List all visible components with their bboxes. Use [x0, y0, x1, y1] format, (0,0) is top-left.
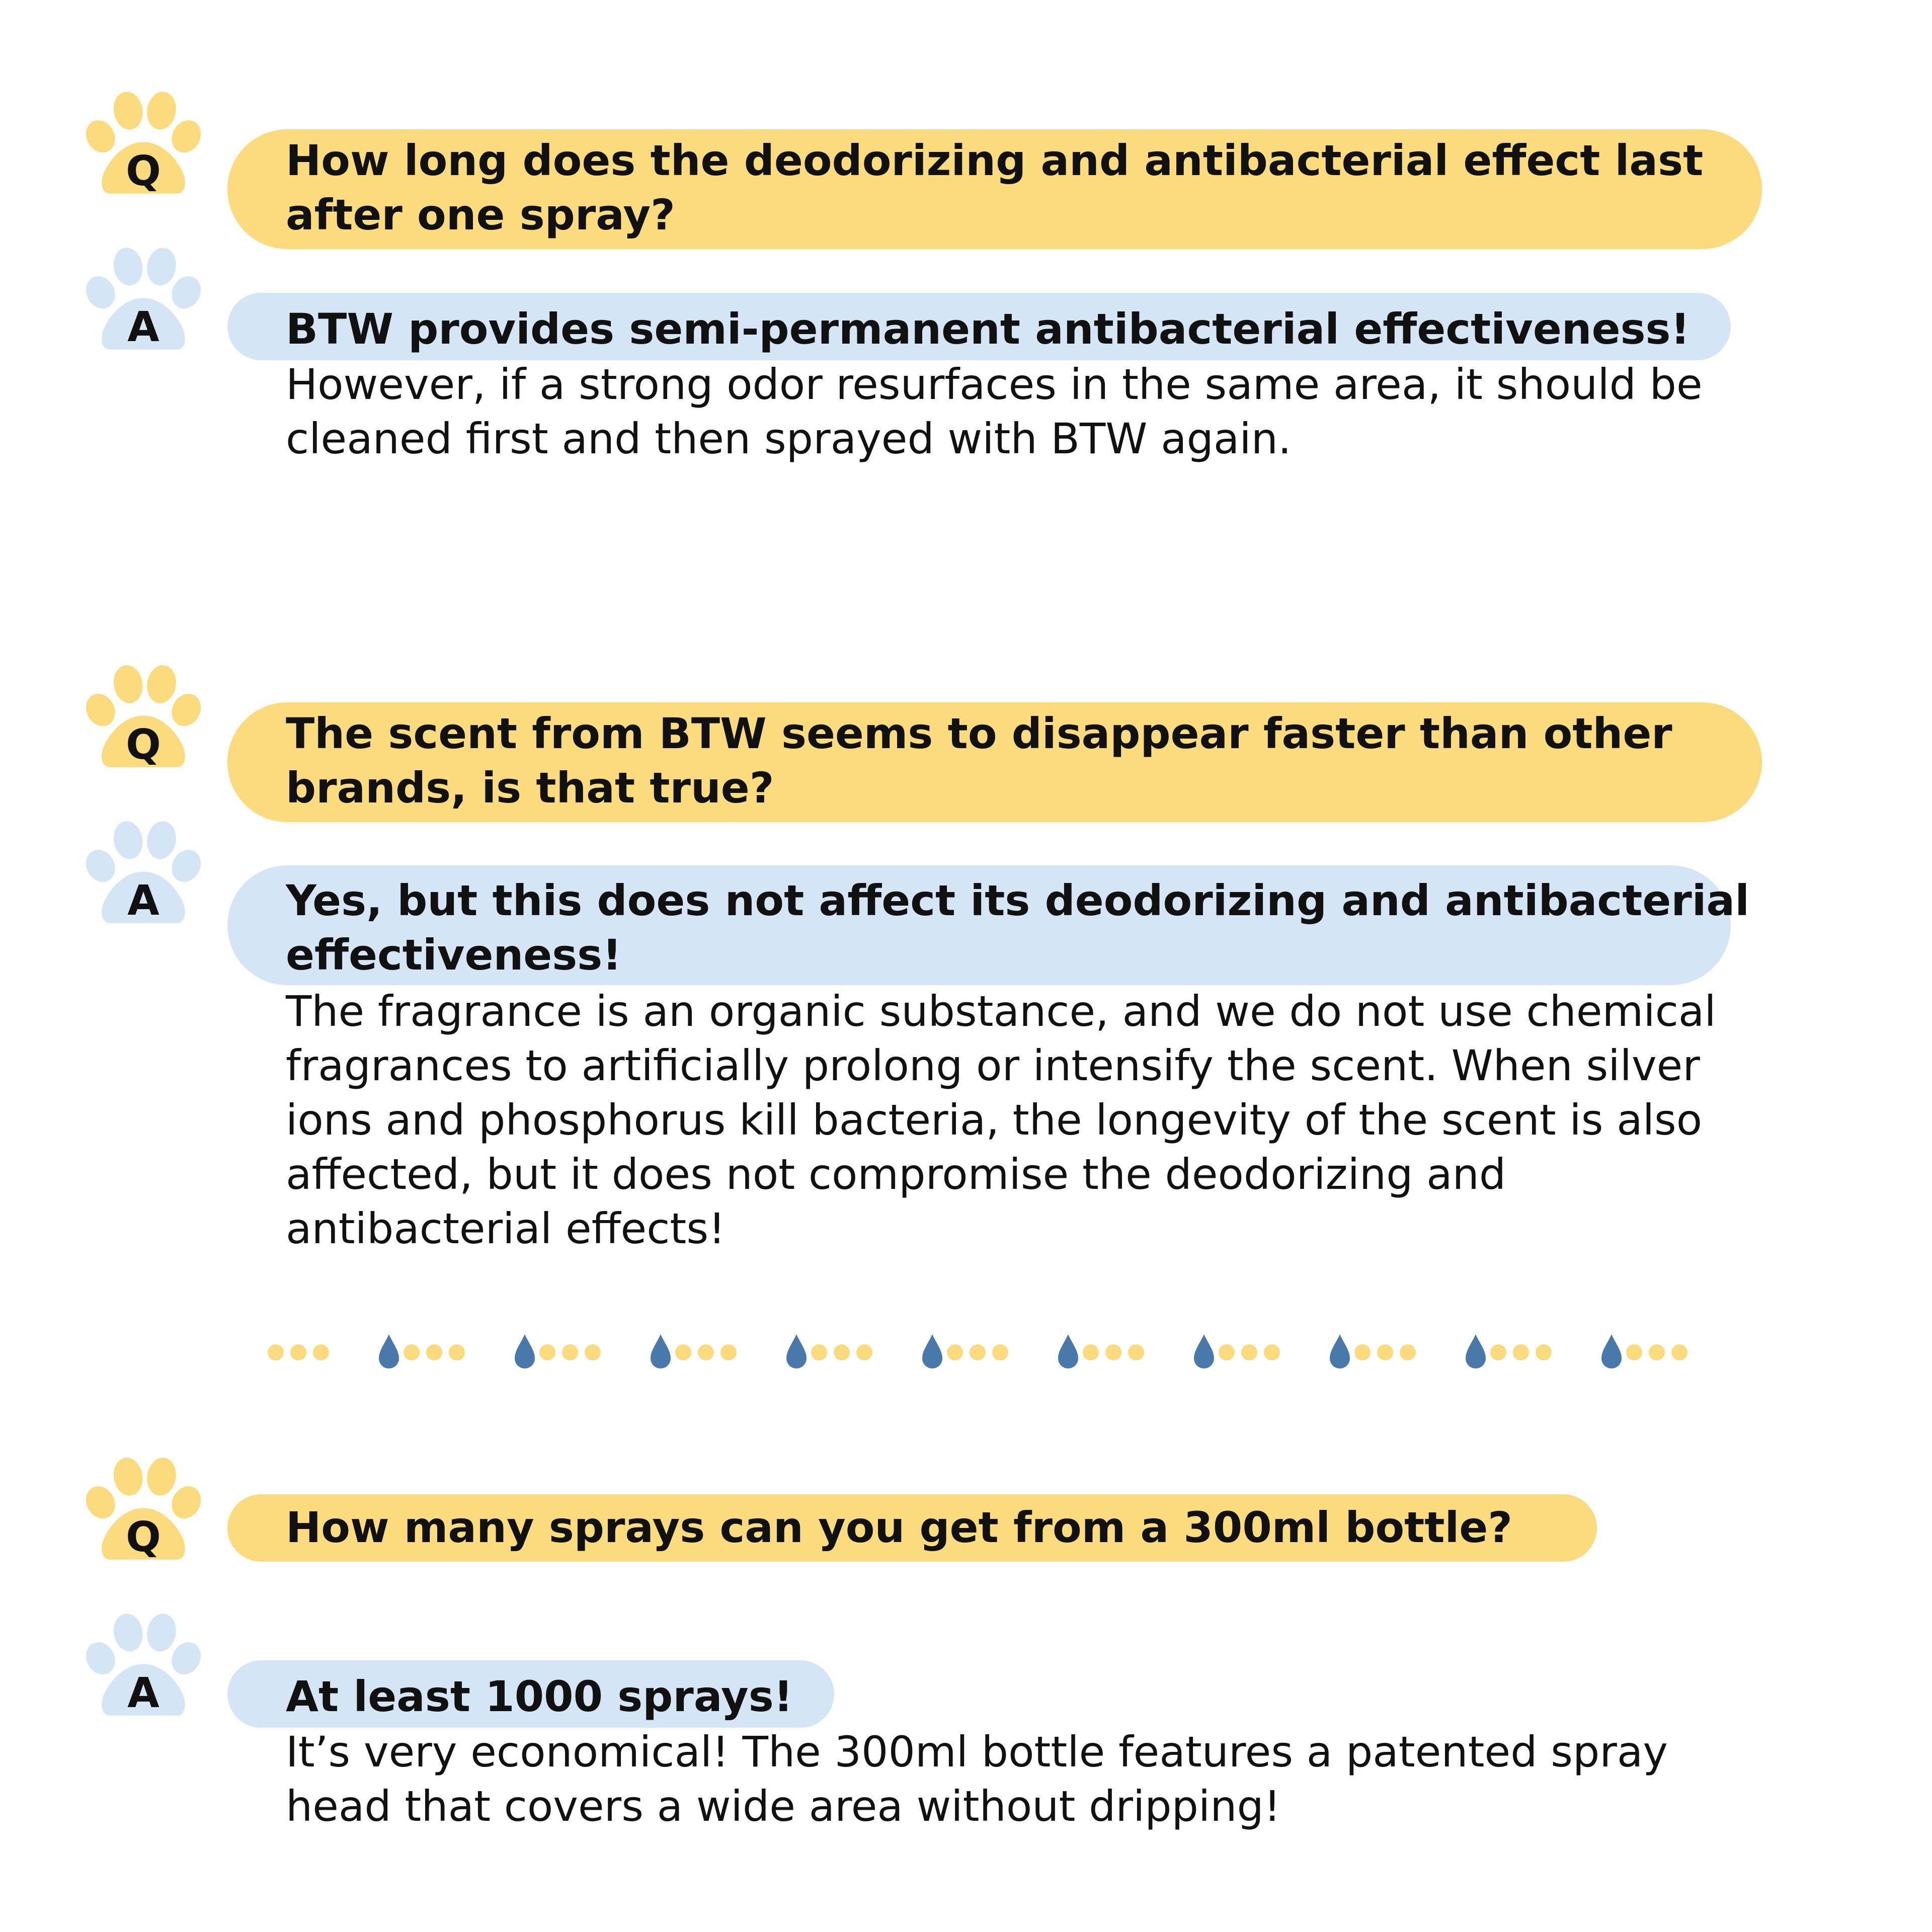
divider-dot	[268, 1344, 284, 1360]
question-text: How long does the deodorizing and antibacterial effect last after one spray?	[286, 136, 1704, 239]
answer-heading: Yes, but this does not affect its deodorizing and antibacterial effectiveness!	[286, 876, 1750, 980]
divider-dot	[1264, 1344, 1280, 1360]
dot-drop-divider	[262, 1328, 1691, 1374]
question-marker: Q	[126, 721, 161, 769]
divider-dot	[1649, 1344, 1665, 1360]
question-paw-icon	[80, 659, 206, 780]
divider-dot	[947, 1344, 963, 1360]
question-paw-icon	[80, 86, 206, 206]
water-drop-icon	[1194, 1334, 1214, 1369]
water-drop-icon	[1601, 1334, 1622, 1369]
water-drop-icon	[651, 1334, 671, 1369]
divider-dot	[698, 1344, 714, 1360]
divider-dot	[720, 1344, 737, 1360]
answer-paw-icon	[80, 1607, 206, 1728]
divider-dot	[811, 1344, 827, 1360]
divider-dot	[1536, 1344, 1552, 1360]
divider-dot	[1354, 1344, 1371, 1360]
divider-dot	[1241, 1344, 1257, 1360]
divider-dot	[585, 1344, 601, 1360]
divider-dot	[449, 1344, 465, 1360]
divider-dot	[290, 1344, 306, 1360]
water-drop-icon	[515, 1334, 535, 1369]
question-text: The scent from BTW seems to disappear faster than other brands, is that true?	[286, 709, 1672, 813]
divider-dot	[1400, 1344, 1416, 1360]
water-drop-icon	[1466, 1334, 1486, 1369]
answer-body: It’s very economical! The 300ml bottle features a patented spray head that covers a wide area without dripping!	[286, 1727, 1668, 1831]
water-drop-icon	[786, 1334, 807, 1369]
answer-marker: A	[127, 303, 159, 351]
question-marker: Q	[126, 147, 161, 195]
divider-dot	[1219, 1344, 1235, 1360]
water-drop-icon	[922, 1334, 942, 1369]
divider-dot	[404, 1344, 420, 1360]
question-marker: Q	[126, 1513, 161, 1561]
answer-paw-icon	[80, 815, 206, 936]
question-text: How many sprays can you get from a 300ml bottle?	[286, 1503, 1512, 1552]
divider-dot	[1377, 1344, 1393, 1360]
divider-dot	[1671, 1344, 1687, 1360]
divider-dot	[992, 1344, 1008, 1360]
divider-dot	[856, 1344, 872, 1360]
divider-dot	[1490, 1344, 1506, 1360]
answer-marker: A	[127, 877, 159, 925]
divider-dot	[313, 1344, 329, 1360]
divider-dot	[834, 1344, 850, 1360]
answer-heading: At least 1000 sprays!	[286, 1672, 793, 1721]
answer-marker: A	[127, 1669, 159, 1717]
water-drop-icon	[1330, 1334, 1350, 1369]
divider-dot	[970, 1344, 986, 1360]
divider-dot	[426, 1344, 442, 1360]
answer-heading: BTW provides semi-permanent antibacterial effectiveness!	[286, 304, 1690, 354]
water-drop-icon	[379, 1334, 399, 1369]
divider-dot	[1105, 1344, 1121, 1360]
divider-dot	[539, 1344, 555, 1360]
divider-dot	[1083, 1344, 1099, 1360]
divider-dot	[1128, 1344, 1144, 1360]
divider-dot	[1626, 1344, 1642, 1360]
answer-body: However, if a strong odor resurfaces in the same area, it should be cleaned first and then sprayed with BTW again.	[286, 360, 1703, 463]
divider-dot	[675, 1344, 691, 1360]
divider-dot	[1513, 1344, 1529, 1360]
answer-body: The fragrance is an organic substance, and we do not use chemical fragrances to artificially prolong or intensify the scent. When silver ions and phosphorus kill bacteria, the longevity of the scent is also affected, but it does not compromise the deodorizing and antibacterial effects!	[286, 987, 1716, 1253]
answer-paw-icon	[80, 242, 206, 362]
divider-dot	[562, 1344, 578, 1360]
question-paw-icon	[80, 1452, 206, 1572]
water-drop-icon	[1058, 1334, 1078, 1369]
